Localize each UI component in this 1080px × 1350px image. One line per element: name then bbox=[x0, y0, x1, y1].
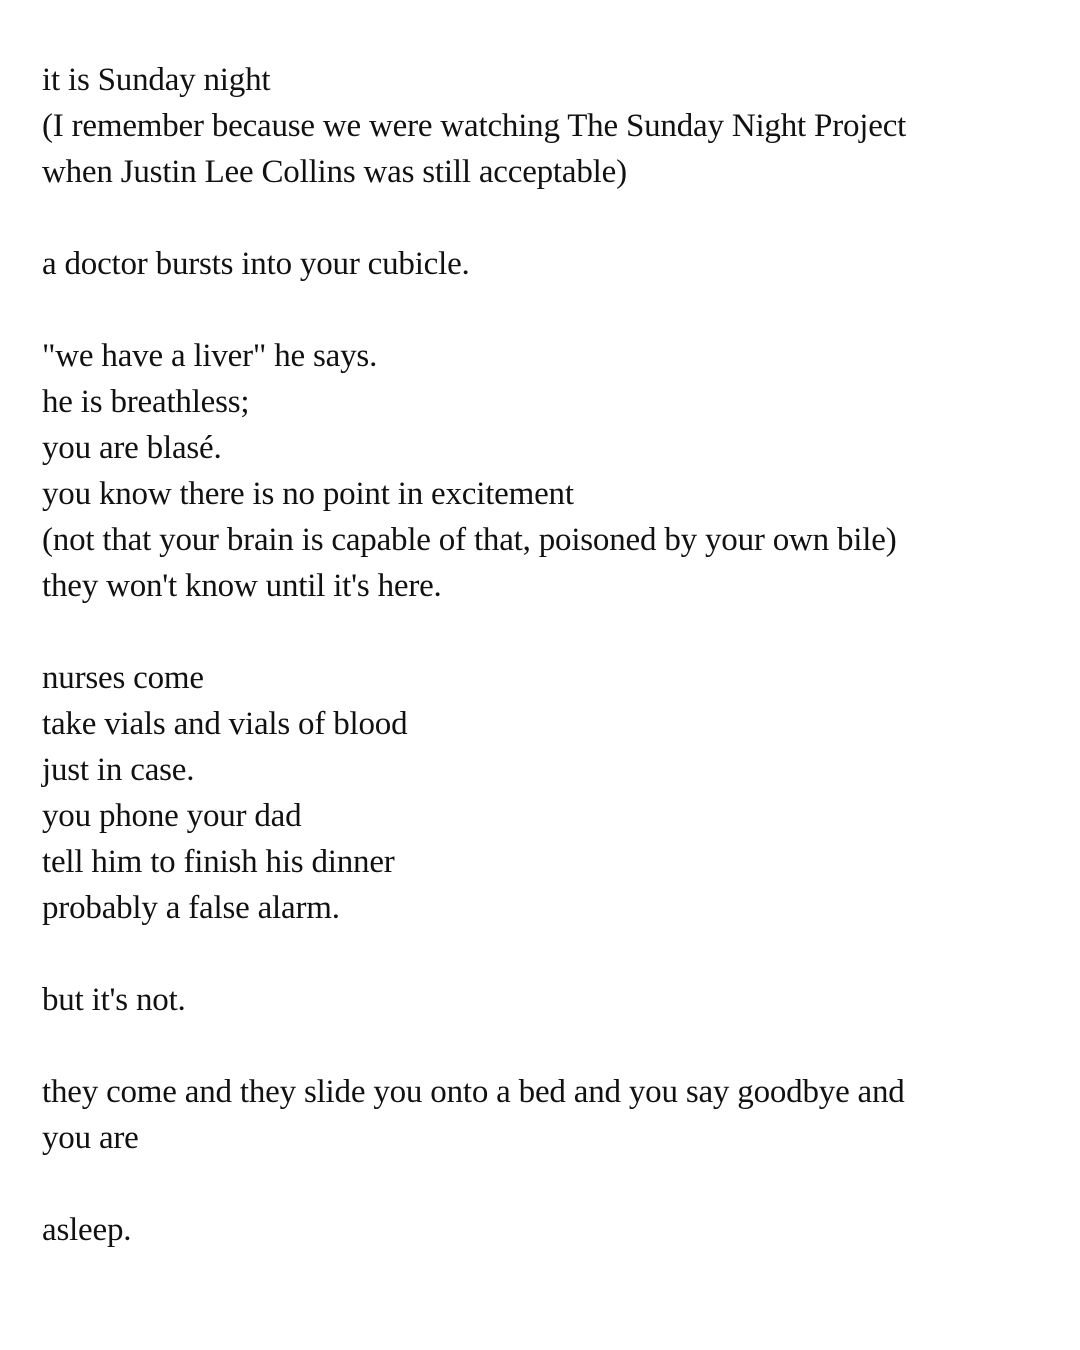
stanza-2 bbox=[42, 241, 1062, 287]
poem-body bbox=[42, 57, 1062, 1299]
stanza-1 bbox=[42, 57, 1062, 195]
poem-line: nurses come bbox=[42, 660, 204, 696]
poem-line: take vials and vials of blood bbox=[42, 706, 408, 742]
poem-line: just in case. bbox=[42, 752, 195, 788]
poem-line: "we have a liver" he says. bbox=[42, 338, 378, 374]
poem-line: when Justin Lee Collins was still acceptable) bbox=[42, 154, 627, 190]
stanza-6 bbox=[42, 1069, 1062, 1161]
poem-line: asleep. bbox=[42, 1212, 132, 1248]
stanza-5 bbox=[42, 977, 1062, 1023]
poem-line: you are bbox=[42, 1120, 139, 1156]
poem-line: you are blasé. bbox=[42, 430, 222, 466]
poem-line: (not that your brain is capable of that, poisoned by your own bile) bbox=[42, 522, 897, 558]
poem-line: tell him to finish his dinner bbox=[42, 844, 395, 880]
stanza-7 bbox=[42, 1207, 1062, 1253]
poem-line: a doctor bursts into your cubicle. bbox=[42, 246, 470, 282]
poem-line: you know there is no point in excitement bbox=[42, 476, 574, 512]
poem-line: probably a false alarm. bbox=[42, 890, 340, 926]
poem-line: they won't know until it's here. bbox=[42, 568, 442, 604]
poem-line: they come and they slide you onto a bed and you say goodbye and bbox=[42, 1074, 905, 1110]
poem-line: you phone your dad bbox=[42, 798, 302, 834]
stanza-4 bbox=[42, 655, 1062, 931]
poem-line: (I remember because we were watching The Sunday Night Project bbox=[42, 108, 907, 144]
poem-line: it is Sunday night bbox=[42, 62, 271, 98]
poem-line: he is breathless; bbox=[42, 384, 250, 420]
stanza-3 bbox=[42, 333, 1062, 609]
poem-line: but it's not. bbox=[42, 982, 186, 1018]
